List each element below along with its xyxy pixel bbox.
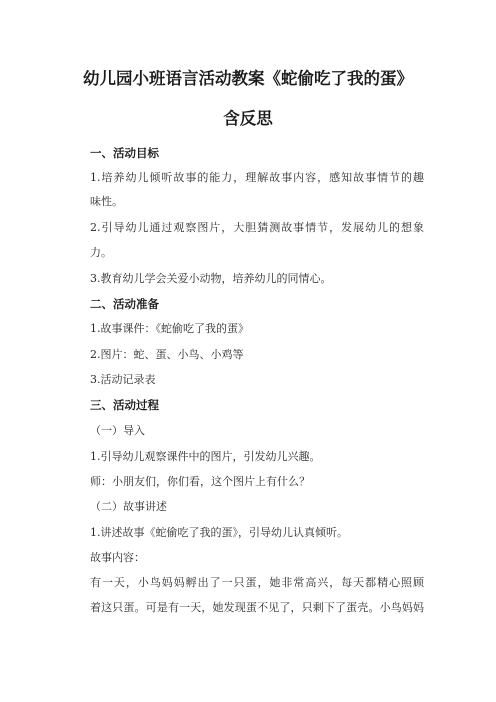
section-heading-goals: 一、活动目标 xyxy=(90,146,159,160)
body-line: 1.讲述故事《蛇偷吃了我的蛋》，引导幼儿认真倾听。 xyxy=(90,526,348,539)
body-line: 师：小朋友们，你们看，这个图片上有什么？ xyxy=(90,475,310,488)
body-line: 1.引导幼儿观察课件中的图片，引发幼儿兴趣。 xyxy=(90,450,321,463)
body-line: 着这只蛋。可是有一天，她发现蛋不见了，只剩下了蛋壳。小鸟妈妈 xyxy=(90,601,424,614)
body-line: 力。 xyxy=(90,246,112,259)
body-line: 1.故事课件：《蛇偷吃了我的蛋》 xyxy=(90,322,249,335)
body-line: 3.活动记录表 xyxy=(90,373,156,386)
body-line: 2.引导幼儿通过观察图片，大胆猜测故事情节，发展幼儿的想象 xyxy=(90,221,424,234)
body-line: 有一天，小鸟妈妈孵出了一只蛋，她非常高兴，每天都精心照顾 xyxy=(90,576,424,589)
subsection-heading: （一）导入 xyxy=(90,424,145,437)
body-line: 2.图片：蛇、蛋、小鸟、小鸡等 xyxy=(90,348,244,361)
body-line: 故事内容： xyxy=(90,551,145,564)
section-heading-process: 三、活动过程 xyxy=(90,398,159,412)
subsection-heading: （二）故事讲述 xyxy=(90,500,167,513)
document-subtitle: 含反思 xyxy=(223,109,273,128)
document-title: 幼儿园小班语言活动教案《蛇偷吃了我的蛋》 xyxy=(83,69,413,88)
section-heading-preparation: 二、活动准备 xyxy=(90,297,159,311)
body-line: 3.教育幼儿学会关爱小动物，培养幼儿的同情心。 xyxy=(90,272,332,285)
body-line: 味性。 xyxy=(90,195,123,208)
body-line: 1.培养幼儿倾听故事的能力，理解故事内容，感知故事情节的趣 xyxy=(90,171,424,184)
